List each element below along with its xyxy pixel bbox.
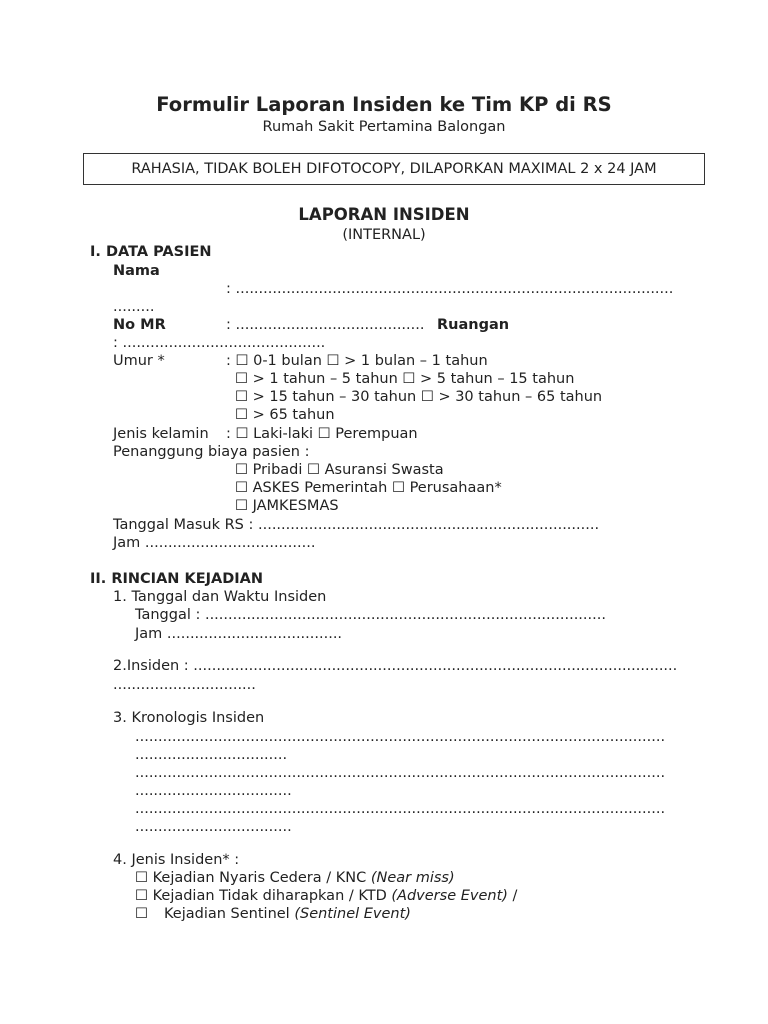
item-4-label: 4. Jenis Insiden* : (113, 852, 240, 868)
umur-options-row-2[interactable]: ☐ > 1 tahun – 5 tahun ☐ > 5 tahun – 15 tahun (235, 371, 575, 387)
section-1-heading: I. DATA PASIEN (90, 244, 212, 260)
section-2-heading: II. RINCIAN KEJADIAN (90, 571, 264, 587)
confidential-notice-box (83, 153, 705, 185)
tanggal-insiden-field[interactable]: Tanggal : ....................................................................................... (135, 607, 606, 623)
report-title: LAPORAN INSIDEN (298, 205, 470, 224)
jam-insiden-field[interactable]: Jam ...................................... (135, 626, 343, 642)
ruangan-label: Ruangan (437, 317, 510, 333)
biaya-options-row-2[interactable]: ☐ ASKES Pemerintah ☐ Perusahaan* (235, 480, 502, 496)
insiden-field-continued[interactable]: ............................... (113, 677, 256, 693)
jenis-kelamin-options[interactable]: : ☐ Laki-laki ☐ Perempuan (226, 426, 418, 442)
jenis-insiden-option-sentinel[interactable] (135, 905, 411, 923)
kronologis-line-2[interactable]: ................................. (135, 747, 288, 763)
kronologis-line-1[interactable]: ................................................................................................................... (135, 729, 666, 745)
insiden-field[interactable]: 2.Insiden : ......................................................................................................... (113, 658, 678, 674)
umur-options-row-3[interactable]: ☐ > 15 tahun – 30 tahun ☐ > 30 tahun – 65 tahun (235, 389, 603, 405)
biaya-options-row-3[interactable]: ☐ JAMKESMAS (235, 498, 339, 514)
ktd-tail: / (507, 888, 518, 904)
hospital-name: Rumah Sakit Pertamina Balongan (262, 119, 506, 135)
biaya-options-row-1[interactable]: ☐ Pribadi ☐ Asuransi Swasta (235, 462, 444, 478)
sentinel-english: (Sentinel Event) (294, 906, 411, 922)
kronologis-line-4[interactable]: .................................. (135, 783, 292, 799)
nama-label: Nama (113, 263, 160, 279)
kronologis-line-5[interactable]: ................................................................................................................... (135, 801, 666, 817)
jenis-insiden-option-knc[interactable] (135, 869, 455, 887)
item-3-label: 3. Kronologis Insiden (113, 710, 265, 726)
report-subtitle: (INTERNAL) (342, 227, 426, 243)
knc-label: ☐ Kejadian Nyaris Cedera / KNC (135, 870, 371, 886)
umur-options-row-1[interactable]: : ☐ 0-1 bulan ☐ > 1 bulan – 1 tahun (226, 353, 488, 369)
sentinel-label: Kejadian Sentinel (164, 906, 295, 922)
form-title: Formulir Laporan Insiden ke Tim KP di RS (156, 93, 612, 116)
kronologis-line-3[interactable]: ................................................................................................................... (135, 765, 666, 781)
nama-field-continued[interactable]: ......... (113, 299, 155, 315)
jenis-kelamin-label: Jenis kelamin (113, 426, 209, 442)
umur-options-row-4[interactable]: ☐ > 65 tahun (235, 407, 335, 423)
knc-english: (Near miss) (370, 870, 455, 886)
nomr-field[interactable]: : ......................................... (226, 317, 425, 333)
ruangan-field[interactable]: : ............................................ (113, 335, 326, 351)
nama-field[interactable]: : ............................................................................................... (226, 281, 674, 297)
umur-label: Umur * (113, 353, 165, 369)
ktd-label: ☐ Kejadian Tidak diharapkan / KTD (135, 888, 392, 904)
jam-masuk-field[interactable]: Jam ..................................... (113, 535, 316, 551)
nomr-label: No MR (113, 317, 166, 333)
biaya-label: Penanggung biaya pasien : (113, 444, 310, 460)
tanggal-masuk-field[interactable]: Tanggal Masuk RS : .......................................................................... (113, 517, 600, 533)
checkbox-icon[interactable]: ☐ (135, 906, 148, 922)
kronologis-line-6[interactable]: .................................. (135, 819, 292, 835)
jenis-insiden-option-ktd[interactable] (135, 887, 517, 905)
confidential-notice: RAHASIA, TIDAK BOLEH DIFOTOCOPY, DILAPORKAN MAXIMAL 2 x 24 JAM (131, 161, 657, 177)
ktd-english: (Adverse Event) (391, 888, 508, 904)
item-1-label: 1. Tanggal dan Waktu Insiden (113, 589, 327, 605)
